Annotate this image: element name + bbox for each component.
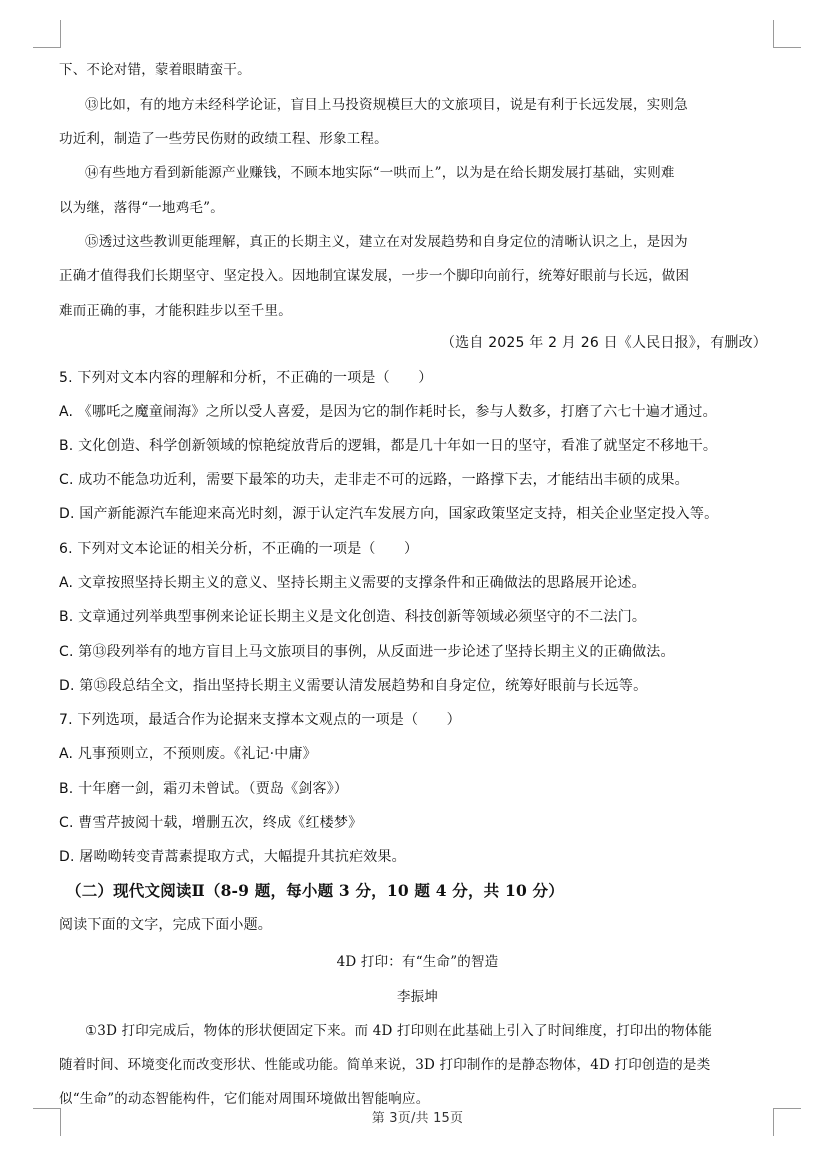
article-author: 李振坤 [396, 989, 439, 1005]
article-paragraph-1: ①3D 打印完成后，物体的形状便固定下来。而 4D 打印则在此基础上引入了时间维度，打印出的物体能 [85, 1023, 713, 1039]
paragraph-13: ⑬比如，有的地方未经科学论证，盲目上马投资规模巨大的文旅项目，说是有利于长远发展，实则急 [85, 97, 688, 113]
crop-mark-top-left-v [60, 20, 61, 48]
question-7-stem: 7. 下列选项，最适合作为论据来支撑本文观点的一项是（ ） [59, 712, 461, 728]
passage-line: 正确才值得我们长期坚守、坚定投入。因地制宜谋发展，一步一个脚印向前行，统筹好眼前与长远，做困 [59, 268, 690, 284]
passage-line: 难而正确的事，才能积跬步以至千里。 [59, 303, 292, 319]
reading-instruction: 阅读下面的文字，完成下面小题。 [59, 917, 272, 933]
question-5-option-b: B. 文化创造、科学创新领域的惊艳绽放背后的逻辑，都是几十年如一日的坚守，看准了就坚定不移地干。 [59, 438, 718, 454]
paragraph-14: ⑭有些地方看到新能源产业赚钱，不顾本地实际“一哄而上”，以为是在给长期发展打基础，实则难 [85, 165, 675, 181]
source-citation: （选自 2025 年 2 月 26 日《人民日报》，有删改） [440, 335, 767, 351]
crop-mark-top-left-h [33, 47, 61, 48]
article-line: 随着时间、环境变化而改变形状、性能或功能。简单来说，3D 打印制作的是静态物体，4D 打印创造的是类 [59, 1057, 711, 1073]
passage-line: 功近利，制造了一些劳民伤财的政绩工程、形象工程。 [59, 131, 388, 147]
question-6-option-c: C. 第⑬段列举有的地方盲目上马文旅项目的事例，从反面进一步论述了坚持长期主义的正确做法。 [59, 644, 675, 660]
section-heading: （二）现代文阅读Ⅱ（8-9 题，每小题 3 分，10 题 4 分，共 10 分） [66, 881, 564, 900]
question-5-stem: 5. 下列对文本内容的理解和分析，不正确的一项是（ ） [59, 370, 433, 386]
article-line: 似“生命”的动态智能构件，它们能对周围环境做出智能响应。 [59, 1091, 430, 1107]
passage-line: 下、不论对错，蒙着眼睛蛮干。 [59, 62, 251, 78]
question-7-option-a: A. 凡事预则立，不预则废。《礼记·中庸》 [59, 746, 317, 762]
article-title: 4D 打印：有“生命”的智造 [336, 954, 499, 970]
crop-mark-top-right-h [773, 47, 801, 48]
question-7-option-d: D. 屠呦呦转变青蒿素提取方式，大幅提升其抗疟效果。 [59, 849, 406, 865]
crop-mark-top-right-v [773, 20, 774, 48]
question-6-stem: 6. 下列对文本论证的相关分析，不正确的一项是（ ） [59, 541, 419, 557]
page-number: 第 3页/共 15页 [371, 1111, 464, 1126]
question-6-option-d: D. 第⑮段总结全文，指出坚持长期主义需要认清发展趋势和自身定位，统筹好眼前与长远等。 [59, 678, 648, 694]
question-7-option-b: B. 十年磨一剑，霜刃未曾试。（贾岛《剑客》） [59, 781, 349, 797]
question-5-option-a: A. 《哪吒之魔童闹海》之所以受人喜爱，是因为它的制作耗时长，参与人数多，打磨了六七十遍才通过。 [59, 404, 717, 420]
question-6-option-a: A. 文章按照坚持长期主义的意义、坚持长期主义需要的支撑条件和正确做法的思路展开论述。 [59, 575, 646, 591]
paragraph-15: ⑮透过这些教训更能理解，真正的长期主义，建立在对发展趋势和自身定位的清晰认识之上，是因为 [85, 234, 688, 250]
question-5-option-c: C. 成功不能急功近利，需要下最笨的功夫，走非走不可的远路，一路撑下去，才能结出丰硕的成果。 [59, 472, 689, 488]
question-5-option-d: D. 国产新能源汽车能迎来高光时刻，源于认定汽车发展方向，国家政策坚定支持，相关企业坚定投入等。 [59, 506, 719, 522]
question-6-option-b: B. 文章通过列举典型事例来论证长期主义是文化创造、科技创新等领域必须坚守的不二法门。 [59, 609, 647, 625]
question-7-option-c: C. 曹雪芹披阅十载，增删五次，终成《红楼梦》 [59, 815, 363, 831]
passage-line: 以为继，落得“一地鸡毛”。 [59, 200, 224, 216]
